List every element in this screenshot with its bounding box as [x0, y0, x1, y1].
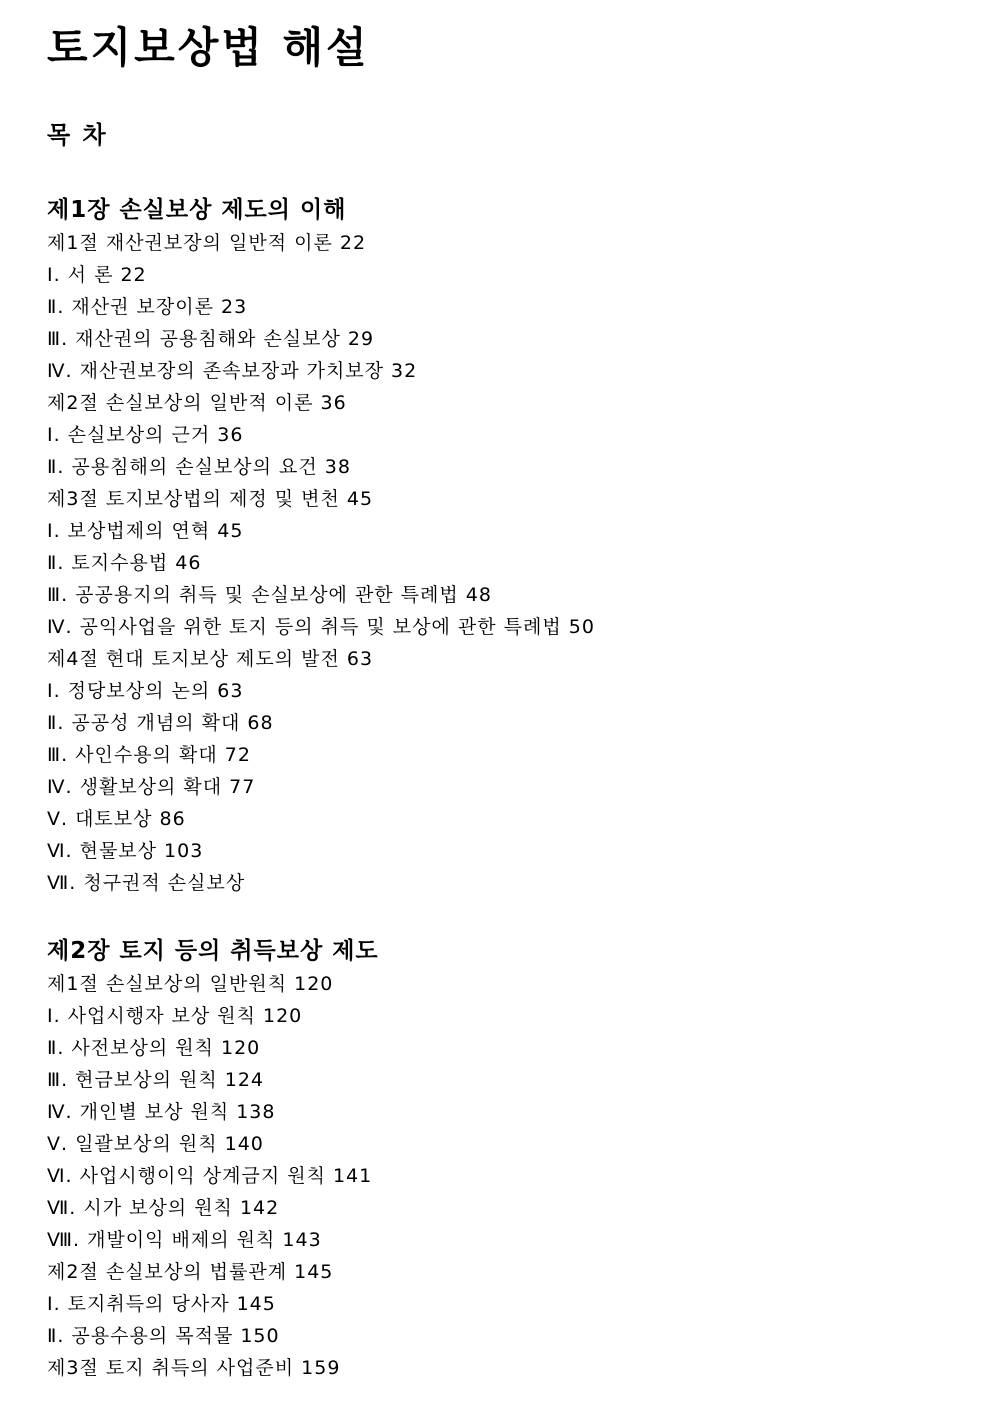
toc-entry: Ⅳ. 재산권보장의 존속보장과 가치보장 32	[47, 360, 418, 382]
toc-entry: Ⅱ. 재산권 보장이론 23	[47, 296, 248, 318]
toc-entry: 제1절 재산권보장의 일반적 이론 22	[47, 232, 367, 254]
chapter-section	[47, 934, 379, 1384]
toc-entry: Ⅰ. 사업시행자 보상 원칙 120	[47, 1005, 303, 1027]
chapter-title: 제1장 손실보상 제도의 이해	[47, 197, 347, 223]
toc-entry: Ⅰ. 손실보상의 근거 36	[47, 424, 244, 446]
toc-entry: Ⅳ. 개인별 보상 원칙 138	[47, 1101, 276, 1123]
toc-entry: Ⅰ. 정당보상의 논의 63	[47, 680, 244, 702]
toc-entry: Ⅱ. 공공성 개념의 확대 68	[47, 712, 274, 734]
toc-entry: Ⅳ. 공익사업을 위한 토지 등의 취득 및 보상에 관한 특례법 50	[47, 616, 595, 638]
toc-entry: Ⅶ. 시가 보상의 원칙 142	[47, 1197, 280, 1219]
toc-entry: Ⅱ. 공용수용의 목적물 150	[47, 1325, 280, 1347]
toc-entry: Ⅲ. 사인수용의 확대 72	[47, 744, 251, 766]
chapter-title: 제2장 토지 등의 취득보상 제도	[47, 938, 379, 964]
toc-entry: Ⅰ. 보상법제의 연혁 45	[47, 520, 244, 542]
toc-entry: Ⅱ. 사전보상의 원칙 120	[47, 1037, 261, 1059]
toc-entry: Ⅷ. 개발이익 배제의 원칙 143	[47, 1229, 322, 1251]
toc-entry: Ⅶ. 청구권적 손실보상	[47, 872, 246, 894]
toc-entry: Ⅰ. 토지취득의 당사자 145	[47, 1293, 276, 1315]
toc-entry: Ⅲ. 재산권의 공용침해와 손실보상 29	[47, 328, 375, 350]
toc-list	[47, 968, 379, 1384]
toc-entry: 제3절 토지보상법의 제정 및 변천 45	[47, 488, 374, 510]
toc-entry: 제4절 현대 토지보상 제도의 발전 63	[47, 648, 374, 670]
toc-entry: 제2절 손실보상의 일반적 이론 36	[47, 392, 347, 414]
toc-entry: Ⅱ. 공용침해의 손실보상의 요건 38	[47, 456, 351, 478]
toc-entry: Ⅰ. 서 론 22	[47, 264, 147, 286]
toc-entry: Ⅳ. 생활보상의 확대 77	[47, 776, 256, 798]
toc-entry: Ⅴ. 일괄보상의 원칙 140	[47, 1133, 264, 1155]
toc-entry: Ⅴ. 대토보상 86	[47, 808, 186, 830]
chapter-section	[47, 193, 595, 899]
document-title: 토지보상법 해설	[47, 23, 370, 72]
toc-entry: Ⅲ. 공공용지의 취득 및 손실보상에 관한 특례법 48	[47, 584, 492, 606]
toc-list	[47, 227, 595, 899]
toc-entry: Ⅵ. 사업시행이익 상계금지 원칙 141	[47, 1165, 373, 1187]
toc-entry: Ⅲ. 현금보상의 원칙 124	[47, 1069, 265, 1091]
toc-entry: Ⅵ. 현물보상 103	[47, 840, 204, 862]
toc-entry: 제2절 손실보상의 법률관계 145	[47, 1261, 334, 1283]
toc-entry: Ⅱ. 토지수용법 46	[47, 552, 202, 574]
toc-entry: 제3절 토지 취득의 사업준비 159	[47, 1357, 341, 1379]
toc-entry: 제1절 손실보상의 일반원칙 120	[47, 973, 334, 995]
toc-heading: 목 차	[47, 121, 108, 149]
